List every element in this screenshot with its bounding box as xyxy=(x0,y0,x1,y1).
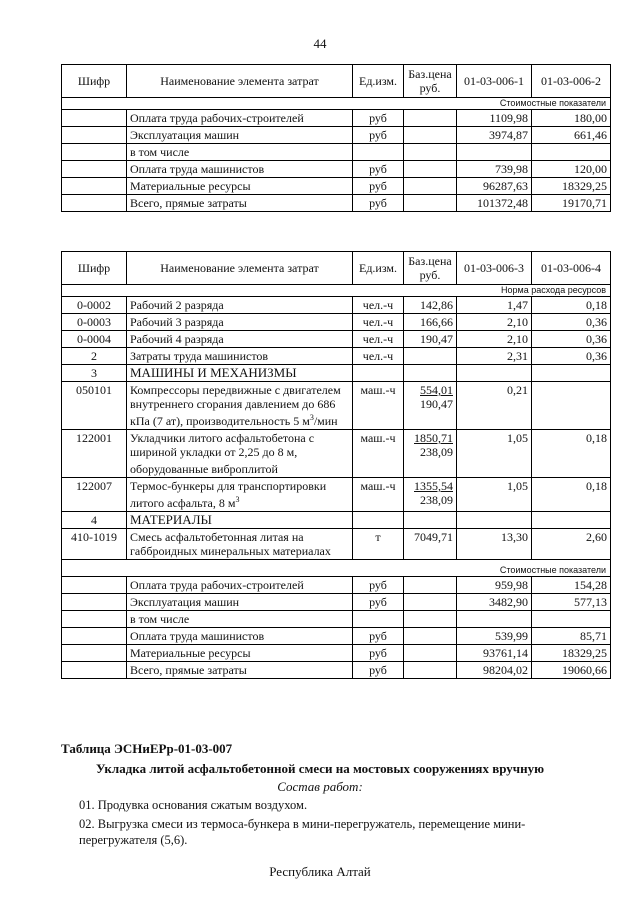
value-a: 3482,90 xyxy=(457,594,532,611)
resource-code: 122007 xyxy=(62,478,127,512)
value-b: 19170,71 xyxy=(532,195,611,212)
value-b: 120,00 xyxy=(532,161,611,178)
value-b xyxy=(532,382,611,430)
table-row xyxy=(62,348,611,365)
header-col-b: 01-03-006-2 xyxy=(532,65,611,98)
value-a: 2,10 xyxy=(457,331,532,348)
table-row xyxy=(62,594,611,611)
resource-name: Затраты труда машинистов xyxy=(127,348,353,365)
value-b xyxy=(532,144,611,161)
row-unit: руб xyxy=(353,178,404,195)
value-b: 19060,66 xyxy=(532,662,611,679)
table-header-row xyxy=(62,65,611,98)
norm-label: Норма расхода ресурсов xyxy=(62,285,611,297)
resource-unit: чел.-ч xyxy=(353,314,404,331)
value-b: 85,71 xyxy=(532,628,611,645)
row-unit: руб xyxy=(353,127,404,144)
header-base-price: Баз.цена руб. xyxy=(404,252,457,285)
resource-name: Рабочий 3 разряда xyxy=(127,314,353,331)
resource-price xyxy=(404,348,457,365)
value-a xyxy=(457,611,532,628)
resource-name: Смесь асфальтобетонная литая на габброидных минеральных материалах xyxy=(127,529,353,560)
row-name: Материальные ресурсы xyxy=(127,645,353,662)
value-a: 739,98 xyxy=(457,161,532,178)
row-unit xyxy=(353,144,404,161)
section-row xyxy=(62,365,611,382)
resource-name: Рабочий 2 разряда xyxy=(127,297,353,314)
row-unit: руб xyxy=(353,110,404,127)
row-unit: руб xyxy=(353,662,404,679)
footer-region: Республика Алтай xyxy=(269,864,371,879)
table-caption: Таблица ЭСНиЕРр-01-03-007 xyxy=(61,741,233,756)
row-name: в том числе xyxy=(127,144,353,161)
table-row xyxy=(62,314,611,331)
value-a: 2,10 xyxy=(457,314,532,331)
value-b: 2,60 xyxy=(532,529,611,560)
table-row xyxy=(62,161,611,178)
header-unit: Ед.изм. xyxy=(353,252,404,285)
resource-code: 0-0003 xyxy=(62,314,127,331)
header-col-a: 01-03-006-3 xyxy=(457,252,532,285)
value-a: 2,31 xyxy=(457,348,532,365)
value-a: 13,30 xyxy=(457,529,532,560)
cost-table-2 xyxy=(61,251,611,679)
table-row xyxy=(62,178,611,195)
value-b: 180,00 xyxy=(532,110,611,127)
resource-name: Термос-бункеры для транспортировки литого асфальта, 8 $м^3$ xyxy=(127,478,353,512)
row-name: в том числе xyxy=(127,611,353,628)
header-code: Шифр xyxy=(62,252,127,285)
resource-price: 554,01 190,47 xyxy=(404,382,457,430)
resource-code: 0-0002 xyxy=(62,297,127,314)
composition-label: Состав работ: xyxy=(277,779,363,794)
resource-code: 2 xyxy=(62,348,127,365)
table-row xyxy=(62,628,611,645)
header-col-a: 01-03-006-1 xyxy=(457,65,532,98)
resource-unit: т xyxy=(353,529,404,560)
row-name: Всего, прямые затраты xyxy=(127,662,353,679)
table-title: Укладка литой асфальтобетонной смеси на мостовых сооружениях вручную xyxy=(95,761,545,776)
header-name: Наименование элемента затрат xyxy=(127,252,353,285)
section-title: МАШИНЫ И МЕХАНИЗМЫ xyxy=(127,365,353,382)
table-row xyxy=(62,144,611,161)
value-a: 93761,14 xyxy=(457,645,532,662)
row-unit: руб xyxy=(353,594,404,611)
value-a: 0,21 xyxy=(457,382,532,430)
value-a: 101372,48 xyxy=(457,195,532,212)
resource-name: Укладчики литого асфальтобетона с шириной укладки от 2,25 до 8 м, оборудованные виброплитой xyxy=(127,430,353,478)
value-b: 0,18 xyxy=(532,297,611,314)
value-a: 96287,63 xyxy=(457,178,532,195)
table-row xyxy=(62,331,611,348)
table-row xyxy=(62,645,611,662)
value-a: 3974,87 xyxy=(457,127,532,144)
value-b: 18329,25 xyxy=(532,645,611,662)
header-unit: Ед.изм. xyxy=(353,65,404,98)
header-col-b: 01-03-006-4 xyxy=(532,252,611,285)
row-name: Оплата труда машинистов xyxy=(127,628,353,645)
table-row xyxy=(62,577,611,594)
section-row xyxy=(62,512,611,529)
row-name: Всего, прямые затраты xyxy=(127,195,353,212)
value-a: 539,99 xyxy=(457,628,532,645)
row-name: Эксплуатация машин xyxy=(127,127,353,144)
resource-price: 166,66 xyxy=(404,314,457,331)
table-row xyxy=(62,529,611,560)
value-b: 0,36 xyxy=(532,348,611,365)
row-name: Оплата труда рабочих-строителей xyxy=(127,110,353,127)
page-number: 44 xyxy=(313,36,327,51)
value-a: 1,05 xyxy=(457,478,532,512)
value-b: 0,18 xyxy=(532,478,611,512)
row-unit: руб xyxy=(353,645,404,662)
resource-price: 142,86 xyxy=(404,297,457,314)
resource-name: Компрессоры передвижные с двигателем внутреннего сгорания давлением до 686 кПа (7 ат), производительность 5 $м^3$/мин xyxy=(127,382,353,430)
header-code: Шифр xyxy=(62,65,127,98)
value-b xyxy=(532,611,611,628)
section-title: МАТЕРИАЛЫ xyxy=(127,512,353,529)
row-unit xyxy=(353,611,404,628)
value-b: 0,18 xyxy=(532,430,611,478)
value-a: 1,47 xyxy=(457,297,532,314)
resource-price: 7049,71 xyxy=(404,529,457,560)
work-item: 02. Выгрузка смеси из термоса-бункера в мини-перегружатель, перемещение мини-перегружателя (5,6). xyxy=(79,817,526,847)
cost-table-1 xyxy=(61,64,611,212)
row-name: Оплата труда машинистов xyxy=(127,161,353,178)
table-row xyxy=(62,297,611,314)
value-a xyxy=(457,144,532,161)
resource-price: 1355,54 238,09 xyxy=(404,478,457,512)
row-unit: руб xyxy=(353,577,404,594)
resource-code: 0-0004 xyxy=(62,331,127,348)
section-code: 3 xyxy=(62,365,127,382)
value-b: 18329,25 xyxy=(532,178,611,195)
value-a: 98204,02 xyxy=(457,662,532,679)
value-a: 1,05 xyxy=(457,430,532,478)
value-b: 0,36 xyxy=(532,314,611,331)
section-label: Стоимостные показатели xyxy=(62,98,611,110)
header-base-price: Баз.цена руб. xyxy=(404,65,457,98)
machine-row xyxy=(62,430,611,478)
resource-name: Рабочий 4 разряда xyxy=(127,331,353,348)
row-name: Эксплуатация машин xyxy=(127,594,353,611)
resource-unit: маш.-ч xyxy=(353,382,404,430)
resource-code: 410-1019 xyxy=(62,529,127,560)
machine-row xyxy=(62,382,611,430)
value-a: 959,98 xyxy=(457,577,532,594)
table-header-row xyxy=(62,252,611,285)
table-row xyxy=(62,611,611,628)
machine-row xyxy=(62,478,611,512)
value-a: 1109,98 xyxy=(457,110,532,127)
value-b: 0,36 xyxy=(532,331,611,348)
resource-code: 122001 xyxy=(62,430,127,478)
work-item: 01. Продувка основания сжатым воздухом. xyxy=(79,798,308,812)
section-label: Стоимостные показатели xyxy=(62,560,611,577)
table-row xyxy=(62,662,611,679)
resource-price: 1850,71 238,09 xyxy=(404,430,457,478)
resource-price: 190,47 xyxy=(404,331,457,348)
section-code: 4 xyxy=(62,512,127,529)
row-name: Материальные ресурсы xyxy=(127,178,353,195)
row-unit: руб xyxy=(353,628,404,645)
table-row xyxy=(62,195,611,212)
table-row xyxy=(62,110,611,127)
resource-unit: чел.-ч xyxy=(353,331,404,348)
value-b: 577,13 xyxy=(532,594,611,611)
row-unit: руб xyxy=(353,195,404,212)
value-b: 661,46 xyxy=(532,127,611,144)
header-name: Наименование элемента затрат xyxy=(127,65,353,98)
resource-unit: маш.-ч xyxy=(353,430,404,478)
table-row xyxy=(62,127,611,144)
resource-unit: маш.-ч xyxy=(353,478,404,512)
resource-code: 050101 xyxy=(62,382,127,430)
resource-unit: чел.-ч xyxy=(353,348,404,365)
value-b: 154,28 xyxy=(532,577,611,594)
row-unit: руб xyxy=(353,161,404,178)
row-name: Оплата труда рабочих-строителей xyxy=(127,577,353,594)
resource-unit: чел.-ч xyxy=(353,297,404,314)
